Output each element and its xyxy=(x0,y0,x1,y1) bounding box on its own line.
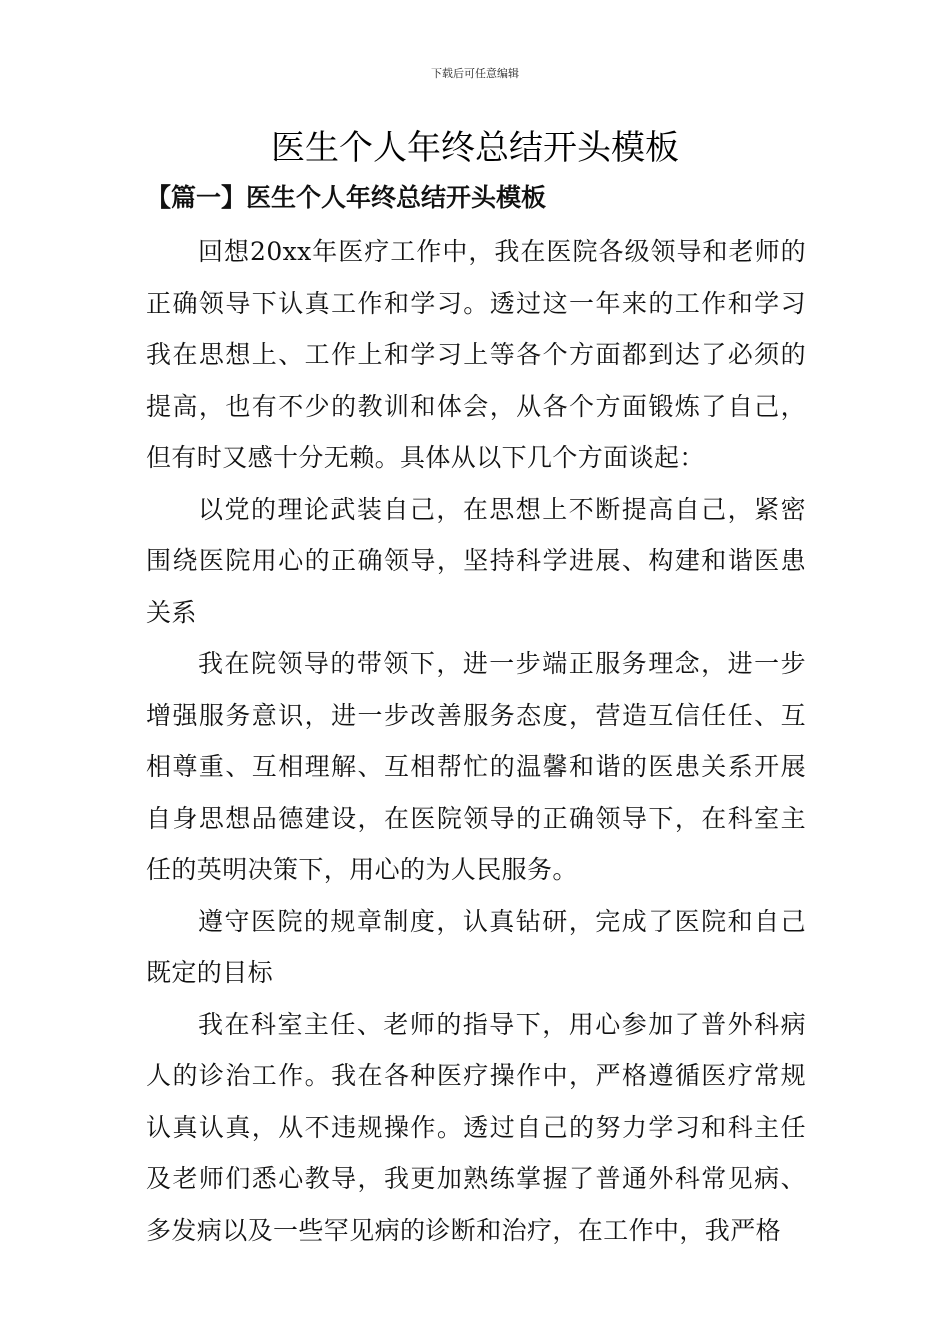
paragraph: 回想20xx年医疗工作中，我在医院各级领导和老师的正确领导下认真工作和学习。透过这一年来的工作和学习我在思想上、工作上和学习上等各个方面都到达了必须的提高，也有不少的教训和体会，从各个方面锻炼了自己，但有时又感十分无赖。具体从以下几个方面谈起： xyxy=(146,237,806,472)
paragraph: 我在科室主任、老师的指导下，用心参加了普外科病人的诊治工作。我在各种医疗操作中，严格遵循医疗常规认真认真，从不违规操作。透过自己的努力学习和科主任及老师们悉心教导，我更加熟练掌握了普通外科常见病、多发病以及一些罕见病的诊断和治疗，在工作中，我严格 xyxy=(146,1009,806,1245)
document-title: 医生个人年终总结开头模板 xyxy=(271,128,679,168)
paragraph: 我在院领导的带领下，进一步端正服务理念，进一步增强服务意识，进一步改善服务态度，营造互信任任、互相尊重、互相理解、互相帮忙的温馨和谐的医患关系开展自身思想品德建设，在医院领导的正确领导下，在科室主任的英明决策下，用心的为人民服务。 xyxy=(146,649,806,884)
header-note: 下载后可任意编辑 xyxy=(431,67,519,80)
section-heading: 【篇一】医生个人年终总结开头模板 xyxy=(146,183,547,212)
document-body xyxy=(146,226,806,1256)
paragraph: 以党的理论武装自己，在思想上不断提高自己，紧密围绕医院用心的正确领导，坚持科学进展、构建和谐医患关系 xyxy=(146,494,806,627)
paragraph: 遵守医院的规章制度，认真钻研，完成了医院和自己既定的目标 xyxy=(146,906,806,987)
